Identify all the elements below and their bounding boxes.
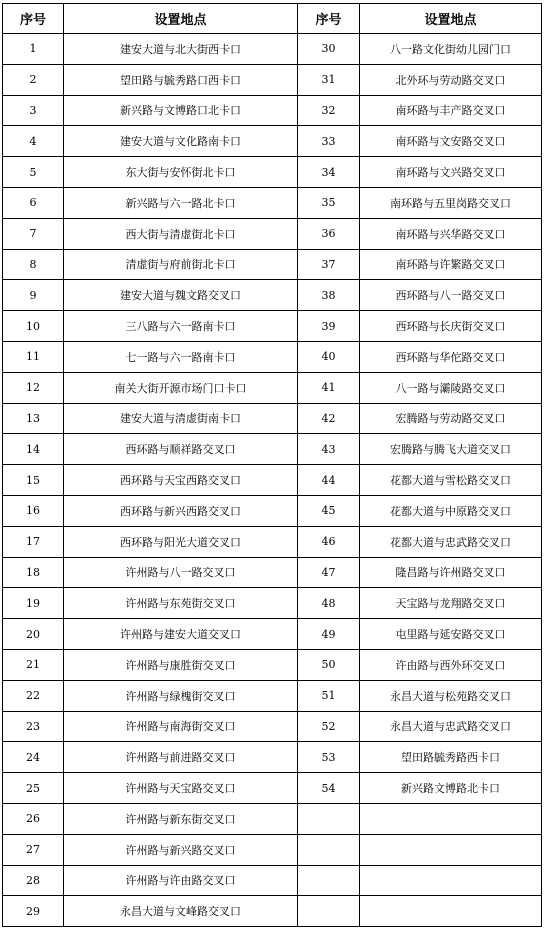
location-cell: 永昌大道与文峰路交叉口 — [64, 896, 298, 927]
location-cell: 隆昌路与许州路交叉口 — [360, 557, 542, 588]
location-cell: 建安大道与魏文路交叉口 — [64, 280, 298, 311]
location-cell: 南环路与许繁路交叉口 — [360, 249, 542, 280]
location-cell: 八一路与灞陵路交叉口 — [360, 372, 542, 403]
table-body — [3, 34, 542, 927]
location-cell: 西环路与华佗路交叉口 — [360, 341, 542, 372]
serial-cell: 3 — [3, 95, 64, 126]
serial-cell: 13 — [3, 403, 64, 434]
location-cell: 屯里路与延安路交叉口 — [360, 619, 542, 650]
location-cell: 西环路与顺祥路交叉口 — [64, 434, 298, 465]
table-row — [3, 495, 542, 526]
table-row — [3, 64, 542, 95]
location-cell: 西大街与清虚街北卡口 — [64, 218, 298, 249]
serial-cell: 54 — [298, 773, 360, 804]
serial-cell: 49 — [298, 619, 360, 650]
location-cell: 三八路与六一路南卡口 — [64, 311, 298, 342]
table-row — [3, 588, 542, 619]
serial-cell: 44 — [298, 465, 360, 496]
table-row — [3, 126, 542, 157]
location-cell: 许州路与东苑街交叉口 — [64, 588, 298, 619]
serial-cell: 1 — [3, 34, 64, 65]
table-row — [3, 773, 542, 804]
serial-cell: 45 — [298, 495, 360, 526]
location-cell: 西环路与新兴西路交叉口 — [64, 495, 298, 526]
locations-table — [2, 3, 542, 927]
header-location-right: 设置地点 — [360, 4, 542, 34]
table-row — [3, 187, 542, 218]
table-row — [3, 803, 542, 834]
location-cell: 永昌大道与松苑路交叉口 — [360, 680, 542, 711]
location-cell: 新兴路与文博路口北卡口 — [64, 95, 298, 126]
serial-cell: 27 — [3, 834, 64, 865]
serial-cell: 30 — [298, 34, 360, 65]
location-cell: 许州路与许由路交叉口 — [64, 865, 298, 896]
location-cell — [360, 803, 542, 834]
serial-cell: 7 — [3, 218, 64, 249]
serial-cell: 34 — [298, 157, 360, 188]
header-serial-left: 序号 — [3, 4, 64, 34]
location-cell: 新兴路文博路北卡口 — [360, 773, 542, 804]
serial-cell: 51 — [298, 680, 360, 711]
location-cell: 许州路与新东街交叉口 — [64, 803, 298, 834]
serial-cell: 29 — [3, 896, 64, 927]
table-row — [3, 34, 542, 65]
serial-cell: 26 — [3, 803, 64, 834]
serial-cell: 28 — [3, 865, 64, 896]
serial-cell: 43 — [298, 434, 360, 465]
serial-cell: 33 — [298, 126, 360, 157]
serial-cell: 20 — [3, 619, 64, 650]
table-row — [3, 619, 542, 650]
location-cell: 许州路与建安大道交叉口 — [64, 619, 298, 650]
serial-cell: 36 — [298, 218, 360, 249]
location-cell: 许州路与绿槐街交叉口 — [64, 680, 298, 711]
serial-cell: 42 — [298, 403, 360, 434]
table-row — [3, 95, 542, 126]
serial-cell: 17 — [3, 526, 64, 557]
header-location-left: 设置地点 — [64, 4, 298, 34]
serial-cell: 37 — [298, 249, 360, 280]
location-cell: 许州路与天宝路交叉口 — [64, 773, 298, 804]
serial-cell: 6 — [3, 187, 64, 218]
table-row — [3, 680, 542, 711]
serial-cell: 22 — [3, 680, 64, 711]
serial-cell: 2 — [3, 64, 64, 95]
location-cell: 建安大道与北大街西卡口 — [64, 34, 298, 65]
location-cell: 望田路毓秀路西卡口 — [360, 742, 542, 773]
location-cell — [360, 896, 542, 927]
serial-cell — [298, 803, 360, 834]
location-cell — [360, 834, 542, 865]
location-cell: 新兴路与六一路北卡口 — [64, 187, 298, 218]
location-cell: 花都大道与中原路交叉口 — [360, 495, 542, 526]
location-cell: 清虚街与府前街北卡口 — [64, 249, 298, 280]
serial-cell: 39 — [298, 311, 360, 342]
header-serial-right: 序号 — [298, 4, 360, 34]
location-cell — [360, 865, 542, 896]
location-cell: 西环路与天宝西路交叉口 — [64, 465, 298, 496]
location-cell: 宏腾路与腾飞大道交叉口 — [360, 434, 542, 465]
location-cell: 许州路与八一路交叉口 — [64, 557, 298, 588]
table-row — [3, 834, 542, 865]
table-row — [3, 526, 542, 557]
location-cell: 南关大街开源市场门口卡口 — [64, 372, 298, 403]
table-row — [3, 865, 542, 896]
location-cell: 西环路与长庆街交叉口 — [360, 311, 542, 342]
location-cell: 南环路与兴华路交叉口 — [360, 218, 542, 249]
serial-cell: 18 — [3, 557, 64, 588]
locations-table-container — [2, 3, 542, 927]
serial-cell: 40 — [298, 341, 360, 372]
serial-cell: 32 — [298, 95, 360, 126]
location-cell: 花都大道与雪松路交叉口 — [360, 465, 542, 496]
serial-cell: 15 — [3, 465, 64, 496]
location-cell: 许州路与南海街交叉口 — [64, 711, 298, 742]
location-cell: 南环路与文安路交叉口 — [360, 126, 542, 157]
location-cell: 宏腾路与劳动路交叉口 — [360, 403, 542, 434]
serial-cell — [298, 896, 360, 927]
location-cell: 许州路与新兴路交叉口 — [64, 834, 298, 865]
location-cell: 建安大道与清虚街南卡口 — [64, 403, 298, 434]
location-cell: 八一路文化街幼儿园门口 — [360, 34, 542, 65]
table-row — [3, 649, 542, 680]
location-cell: 西环路与阳光大道交叉口 — [64, 526, 298, 557]
table-row — [3, 218, 542, 249]
table-row — [3, 711, 542, 742]
serial-cell: 8 — [3, 249, 64, 280]
serial-cell: 24 — [3, 742, 64, 773]
serial-cell: 35 — [298, 187, 360, 218]
serial-cell: 52 — [298, 711, 360, 742]
location-cell: 南环路与丰产路交叉口 — [360, 95, 542, 126]
serial-cell: 53 — [298, 742, 360, 773]
serial-cell: 50 — [298, 649, 360, 680]
location-cell: 许州路与前进路交叉口 — [64, 742, 298, 773]
serial-cell: 23 — [3, 711, 64, 742]
location-cell: 南环路与文兴路交叉口 — [360, 157, 542, 188]
location-cell: 许由路与西外环交叉口 — [360, 649, 542, 680]
table-row — [3, 557, 542, 588]
serial-cell: 31 — [298, 64, 360, 95]
serial-cell: 41 — [298, 372, 360, 403]
table-row — [3, 465, 542, 496]
location-cell: 建安大道与文化路南卡口 — [64, 126, 298, 157]
serial-cell: 38 — [298, 280, 360, 311]
table-row — [3, 341, 542, 372]
serial-cell: 4 — [3, 126, 64, 157]
serial-cell: 5 — [3, 157, 64, 188]
location-cell: 东大街与安怀街北卡口 — [64, 157, 298, 188]
serial-cell: 16 — [3, 495, 64, 526]
table-row — [3, 311, 542, 342]
table-row — [3, 403, 542, 434]
serial-cell: 11 — [3, 341, 64, 372]
header-row — [3, 4, 542, 34]
serial-cell: 25 — [3, 773, 64, 804]
serial-cell: 12 — [3, 372, 64, 403]
serial-cell: 14 — [3, 434, 64, 465]
location-cell: 望田路与毓秀路口西卡口 — [64, 64, 298, 95]
serial-cell: 48 — [298, 588, 360, 619]
serial-cell — [298, 834, 360, 865]
serial-cell: 21 — [3, 649, 64, 680]
serial-cell: 47 — [298, 557, 360, 588]
table-row — [3, 434, 542, 465]
table-row — [3, 742, 542, 773]
location-cell: 北外环与劳动路交叉口 — [360, 64, 542, 95]
location-cell: 西环路与八一路交叉口 — [360, 280, 542, 311]
table-row — [3, 157, 542, 188]
location-cell: 花都大道与忠武路交叉口 — [360, 526, 542, 557]
serial-cell: 46 — [298, 526, 360, 557]
location-cell: 南环路与五里岗路交叉口 — [360, 187, 542, 218]
location-cell: 七一路与六一路南卡口 — [64, 341, 298, 372]
serial-cell: 19 — [3, 588, 64, 619]
location-cell: 永昌大道与忠武路交叉口 — [360, 711, 542, 742]
location-cell: 天宝路与龙翔路交叉口 — [360, 588, 542, 619]
serial-cell: 9 — [3, 280, 64, 311]
serial-cell — [298, 865, 360, 896]
location-cell: 许州路与康胜街交叉口 — [64, 649, 298, 680]
table-row — [3, 280, 542, 311]
serial-cell: 10 — [3, 311, 64, 342]
table-row — [3, 372, 542, 403]
table-row — [3, 249, 542, 280]
table-row — [3, 896, 542, 927]
